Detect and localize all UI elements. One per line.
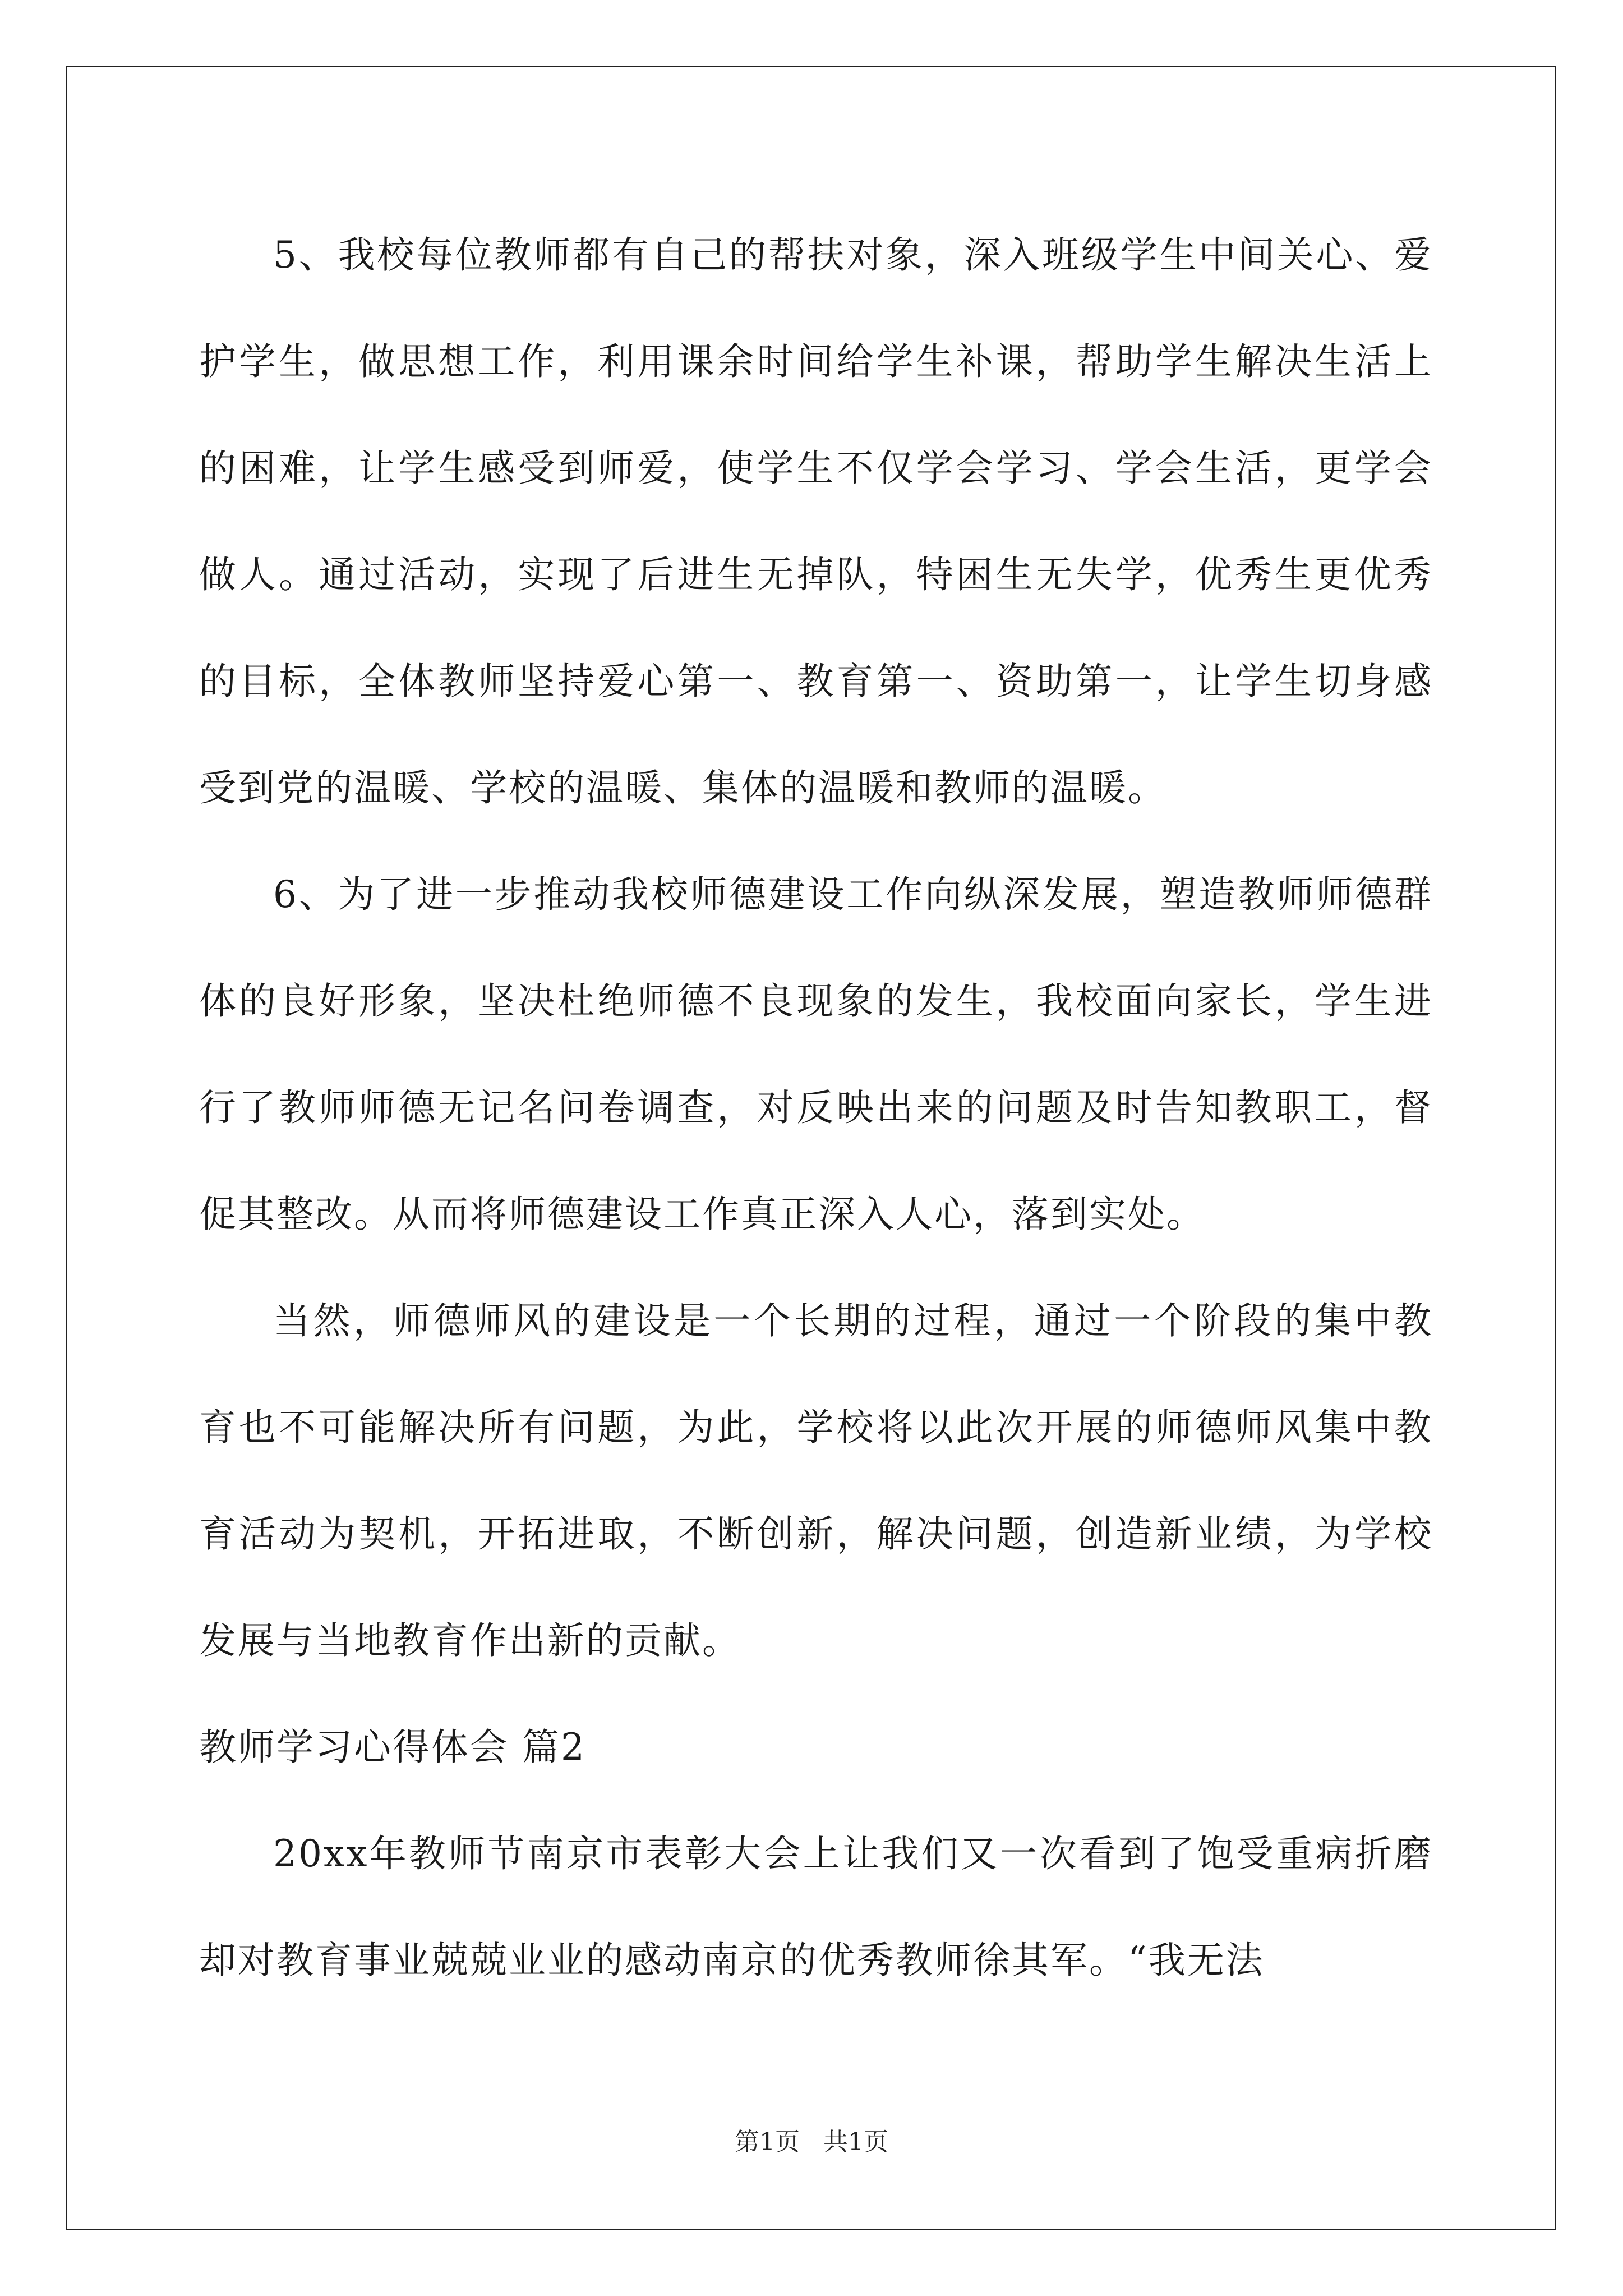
paragraph-6: 6、为了进一步推动我校师德建设工作向纵深发展，塑造教师师德群体的良好形象，坚决杜绝师德不良现象的发生，我校面向家长，学生进行了教师师德无记名问卷调查，对反映出来的问题及时告知教职工，督促其整改。从而将师德建设工作真正深入人心，落到实处。 (199, 873, 1433, 1236)
page-total: 共1页 (823, 2128, 888, 2156)
paragraph-conclusion: 当然，师德师风的建设是一个长期的过程，通过一个阶段的集中教育也不可能解决所有问题，为此，学校将以此次开展的师德师风集中教育活动为契机，开拓进取，不断创新，解决问题，创造新业绩，为学校发展与当地教育作出新的贡献。 (199, 1299, 1433, 1662)
page-number: 第1页 (735, 2128, 800, 2156)
document-body (199, 202, 1433, 2014)
section-heading: 教师学习心得体会 篇2 (199, 1726, 586, 1769)
section-paragraph: 20xx年教师节南京市表彰大会上让我们又一次看到了饱受重病折磨却对教育事业兢兢业业的感动南京的优秀教师徐其军。“我无法 (199, 1832, 1433, 1982)
page-footer (0, 2122, 1623, 2157)
paragraph-5: 5、我校每位教师都有自己的帮扶对象，深入班级学生中间关心、爱护学生，做思想工作，利用课余时间给学生补课，帮助学生解决生活上的困难，让学生感受到师爱，使学生不仅学会学习、学会生活，更学会做人。通过活动，实现了后进生无掉队，特困生无失学，优秀生更优秀的目标，全体教师坚持爱心第一、教育第一、资助第一，让学生切身感受到党的温暖、学校的温暖、集体的温暖和教师的温暖。 (199, 233, 1433, 809)
